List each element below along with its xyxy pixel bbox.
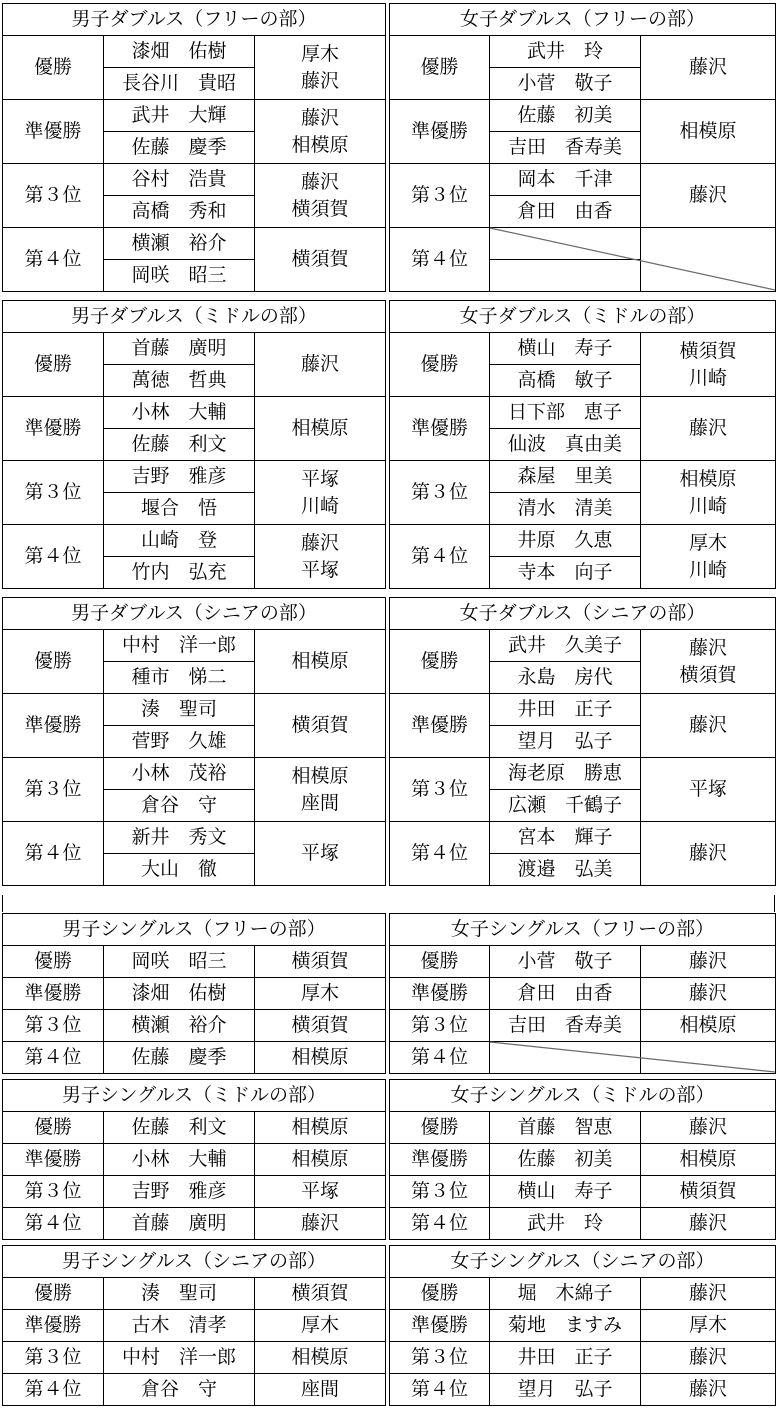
- city-cell: [641, 397, 776, 461]
- rank-cell: 第３位: [390, 1342, 490, 1374]
- result-row: [3, 525, 386, 557]
- city-name: 相模原: [679, 467, 737, 490]
- player-name: 小林 大輔: [104, 397, 255, 429]
- city-name: 川崎: [689, 558, 728, 581]
- result-row: [390, 1342, 776, 1374]
- city-cell: 横須賀: [255, 946, 386, 978]
- results-table: [389, 1245, 776, 1406]
- result-row: [390, 100, 776, 132]
- player-name: 井田 正子: [490, 1342, 641, 1374]
- rank-cell: 第４位: [3, 228, 104, 292]
- player-name: 堀 木綿子: [490, 1278, 641, 1310]
- rank-cell: 準優勝: [390, 100, 490, 164]
- city-cell: 厚木: [255, 978, 386, 1010]
- section-title: 女子シングルス（シニアの部）: [390, 1246, 776, 1278]
- result-row: [390, 1144, 776, 1176]
- rank-cell: 第３位: [390, 461, 490, 525]
- rank-cell: 第３位: [390, 758, 490, 822]
- player-name: 首藤 智恵: [490, 1112, 641, 1144]
- player-name: 広瀬 千鶴子: [490, 790, 641, 822]
- result-row: [3, 1042, 386, 1074]
- result-row: [390, 630, 776, 662]
- player-name: 小林 茂裕: [104, 758, 255, 790]
- city-name: 藤沢: [301, 106, 340, 129]
- city-cell: [641, 525, 776, 589]
- player-name: 井原 久恵: [490, 525, 641, 557]
- player-name: 海老原 勝恵: [490, 758, 641, 790]
- rank-cell: 第４位: [3, 1042, 104, 1074]
- player-name: 萬徳 哲典: [104, 365, 255, 397]
- city-cell: 藤沢: [641, 1112, 776, 1144]
- player-name: 清水 清美: [490, 493, 641, 525]
- player-name: 高橋 敏子: [490, 365, 641, 397]
- city-cell: [255, 822, 386, 886]
- city-name: 相模原: [291, 764, 349, 787]
- result-row: [390, 164, 776, 196]
- city-cell: [255, 525, 386, 589]
- player-name: 高橋 秀和: [104, 196, 255, 228]
- player-name: 小菅 敬子: [490, 68, 641, 100]
- player-name: 佐藤 初美: [490, 1144, 641, 1176]
- city-cell: 藤沢: [641, 978, 776, 1010]
- player-name: 新井 秀文: [104, 822, 255, 854]
- city-name: 藤沢: [689, 56, 728, 78]
- rank-cell: 第３位: [3, 164, 104, 228]
- city-cell: [255, 228, 386, 292]
- result-row: [3, 1374, 386, 1406]
- city-name: 横須賀: [291, 197, 349, 220]
- player-name: 大山 徹: [104, 854, 255, 886]
- city-cell: [641, 694, 776, 758]
- city-cell: 藤沢: [641, 1374, 776, 1406]
- city-cell: [255, 694, 386, 758]
- rank-cell: 第４位: [390, 822, 490, 886]
- rank-cell: 第３位: [3, 1176, 104, 1208]
- result-row: [3, 1342, 386, 1374]
- city-name: 平塚: [301, 842, 340, 864]
- result-row: [390, 525, 776, 557]
- result-row: [390, 822, 776, 854]
- results-table: [2, 597, 386, 886]
- player-name: 長谷川 貴昭: [104, 68, 255, 100]
- panel-wd-middle: [389, 300, 775, 589]
- result-row: [390, 228, 776, 260]
- city-cell: [255, 461, 386, 525]
- panel-ms-senior: [2, 1245, 385, 1406]
- result-row: [390, 1278, 776, 1310]
- city-cell: [255, 100, 386, 164]
- city-cell: 平塚: [255, 1176, 386, 1208]
- city-cell: [641, 461, 776, 525]
- city-cell: 相模原: [255, 1144, 386, 1176]
- city-cell: [641, 758, 776, 822]
- city-name: 相模原: [291, 133, 349, 156]
- player-name: 吉田 香寿美: [490, 1010, 641, 1042]
- rank-cell: 準優勝: [3, 978, 104, 1010]
- section-title: 女子ダブルス（シニアの部）: [390, 598, 776, 630]
- player-name: 堰合 悟: [104, 493, 255, 525]
- result-row: [390, 36, 776, 68]
- city-name: 横須賀: [291, 248, 349, 270]
- rank-cell: 第４位: [390, 525, 490, 589]
- city-cell: [255, 333, 386, 397]
- section-title: 男子ダブルス（シニアの部）: [3, 598, 386, 630]
- panel-ms-free: [2, 913, 385, 1074]
- rank-cell: 優勝: [390, 36, 490, 100]
- player-name: 吉田 香寿美: [490, 132, 641, 164]
- rank-cell: 第３位: [3, 758, 104, 822]
- player-name: 岡本 千津: [490, 164, 641, 196]
- result-row: [390, 1042, 776, 1074]
- city-name: 平塚: [301, 467, 340, 490]
- result-row: [3, 1112, 386, 1144]
- section-header-row: [3, 1080, 386, 1112]
- results-table: [2, 1245, 386, 1406]
- panel-ws-senior: [389, 1245, 775, 1406]
- city-name: 藤沢: [689, 714, 728, 736]
- section-header-row: [390, 4, 776, 36]
- player-name: [490, 1042, 641, 1074]
- city-name: 座間: [301, 791, 340, 814]
- results-table: [389, 3, 776, 292]
- city-name: 川崎: [301, 494, 340, 517]
- city-cell: [641, 36, 776, 100]
- results-table: [2, 1079, 386, 1240]
- results-table: [2, 300, 386, 589]
- player-name: 横瀬 裕介: [104, 228, 255, 260]
- result-row: [390, 1112, 776, 1144]
- result-row: [3, 1010, 386, 1042]
- panel-md-senior: [2, 597, 385, 886]
- player-name: 湊 聖司: [104, 694, 255, 726]
- section-header-row: [3, 301, 386, 333]
- rank-cell: 第３位: [3, 1010, 104, 1042]
- player-name: 横瀬 裕介: [104, 1010, 255, 1042]
- city-cell: [641, 333, 776, 397]
- rank-cell: 第４位: [390, 228, 490, 292]
- result-row: [390, 1310, 776, 1342]
- city-cell: 横須賀: [255, 1010, 386, 1042]
- city-cell: [641, 822, 776, 886]
- rank-cell: 第３位: [3, 461, 104, 525]
- player-name: 武井 玲: [490, 1208, 641, 1240]
- panel-wd-senior: [389, 597, 775, 886]
- rank-cell: 準優勝: [390, 1144, 490, 1176]
- player-name: 竹内 弘充: [104, 557, 255, 589]
- city-name: 川崎: [689, 494, 728, 517]
- player-name: 倉谷 守: [104, 790, 255, 822]
- city-name: 藤沢: [689, 184, 728, 206]
- result-row: [390, 1010, 776, 1042]
- section-header-row: [3, 914, 386, 946]
- rank-cell: 第４位: [390, 1042, 490, 1074]
- panel-ws-free: [389, 913, 775, 1074]
- section-header-row: [390, 914, 776, 946]
- player-name: 中村 洋一郎: [104, 1342, 255, 1374]
- player-name: 種市 悌二: [104, 662, 255, 694]
- result-row: [3, 100, 386, 132]
- rank-cell: 優勝: [3, 946, 104, 978]
- player-name: 武井 久美子: [490, 630, 641, 662]
- section-title: 女子シングルス（フリーの部）: [390, 914, 776, 946]
- player-name: 湊 聖司: [104, 1278, 255, 1310]
- city-cell: [641, 630, 776, 694]
- section-title: 男子シングルス（シニアの部）: [3, 1246, 386, 1278]
- panel-md-free: [2, 3, 385, 292]
- section-spacer: [2, 895, 775, 912]
- results-table: [389, 1079, 776, 1240]
- player-name: 吉野 雅彦: [104, 461, 255, 493]
- results-table: [389, 913, 776, 1074]
- player-name: 武井 大輝: [104, 100, 255, 132]
- panel-md-middle: [2, 300, 385, 589]
- player-name: 横山 寿子: [490, 1176, 641, 1208]
- rank-cell: 優勝: [3, 333, 104, 397]
- rank-cell: 準優勝: [3, 397, 104, 461]
- player-name: 小菅 敬子: [490, 946, 641, 978]
- player-name: 佐藤 慶季: [104, 1042, 255, 1074]
- city-cell: 横須賀: [255, 1278, 386, 1310]
- city-cell: [641, 164, 776, 228]
- rank-cell: 準優勝: [3, 694, 104, 758]
- rank-cell: 準優勝: [3, 100, 104, 164]
- player-name: 佐藤 利文: [104, 1112, 255, 1144]
- section-title: 女子ダブルス（ミドルの部）: [390, 301, 776, 333]
- player-name: 吉野 雅彦: [104, 1176, 255, 1208]
- city-cell: [255, 36, 386, 100]
- player-name: 首藤 廣明: [104, 1208, 255, 1240]
- city-cell: [641, 228, 776, 292]
- rank-cell: 優勝: [3, 36, 104, 100]
- result-row: [3, 978, 386, 1010]
- player-name: 菅野 久雄: [104, 726, 255, 758]
- result-row: [3, 1176, 386, 1208]
- city-cell: 相模原: [255, 1342, 386, 1374]
- section-header-row: [3, 598, 386, 630]
- player-name: 谷村 浩貴: [104, 164, 255, 196]
- section-title: 男子ダブルス（ミドルの部）: [3, 301, 386, 333]
- player-name: 井田 正子: [490, 694, 641, 726]
- rank-cell: 準優勝: [390, 694, 490, 758]
- rank-cell: 準優勝: [3, 1144, 104, 1176]
- city-cell: 横須賀: [641, 1176, 776, 1208]
- result-row: [3, 333, 386, 365]
- results-table: [389, 300, 776, 589]
- rank-cell: 優勝: [390, 333, 490, 397]
- result-row: [3, 397, 386, 429]
- panel-ws-middle: [389, 1079, 775, 1240]
- city-cell: [255, 630, 386, 694]
- panel-wd-free: [389, 3, 775, 292]
- rank-cell: 優勝: [390, 1278, 490, 1310]
- result-row: [3, 1144, 386, 1176]
- city-cell: 藤沢: [641, 1278, 776, 1310]
- result-row: [3, 822, 386, 854]
- city-name: 藤沢: [301, 170, 340, 193]
- result-row: [390, 461, 776, 493]
- section-title: 女子シングルス（ミドルの部）: [390, 1080, 776, 1112]
- player-name: 漆畑 佑樹: [104, 36, 255, 68]
- result-row: [3, 1208, 386, 1240]
- results-table: [389, 597, 776, 886]
- result-row: [3, 630, 386, 662]
- city-cell: [255, 397, 386, 461]
- player-name: 武井 玲: [490, 36, 641, 68]
- player-name: 横山 寿子: [490, 333, 641, 365]
- section-title: 男子ダブルス（フリーの部）: [3, 4, 386, 36]
- city-name: 平塚: [689, 778, 728, 800]
- city-cell: 藤沢: [641, 1208, 776, 1240]
- player-name: 小林 大輔: [104, 1144, 255, 1176]
- city-name: 相模原: [291, 417, 349, 439]
- city-name: 藤沢: [301, 531, 340, 554]
- player-name: 森屋 里美: [490, 461, 641, 493]
- city-name: 藤沢: [689, 842, 728, 864]
- result-row: [390, 758, 776, 790]
- rank-cell: 準優勝: [390, 978, 490, 1010]
- rank-cell: 第４位: [390, 1374, 490, 1406]
- player-name: 倉田 由香: [490, 196, 641, 228]
- player-name: 望月 弘子: [490, 726, 641, 758]
- city-cell: 相模原: [255, 1042, 386, 1074]
- rank-cell: 準優勝: [390, 1310, 490, 1342]
- city-cell: [641, 1042, 776, 1074]
- player-name: 仙波 真由美: [490, 429, 641, 461]
- rank-cell: 第３位: [390, 164, 490, 228]
- section-header-row: [3, 4, 386, 36]
- result-row: [390, 1176, 776, 1208]
- rank-cell: 第４位: [390, 1208, 490, 1240]
- player-name: 佐藤 初美: [490, 100, 641, 132]
- section-title: 男子シングルス（ミドルの部）: [3, 1080, 386, 1112]
- city-name: 平塚: [301, 558, 340, 581]
- results-table: [2, 913, 386, 1074]
- section-header-row: [390, 598, 776, 630]
- result-row: [3, 946, 386, 978]
- result-row: [3, 228, 386, 260]
- player-name: 渡邉 弘美: [490, 854, 641, 886]
- player-name: 寺本 向子: [490, 557, 641, 589]
- rank-cell: 優勝: [3, 1112, 104, 1144]
- rank-cell: 第４位: [3, 1208, 104, 1240]
- rank-cell: 準優勝: [3, 1310, 104, 1342]
- city-cell: 厚木: [255, 1310, 386, 1342]
- player-name: 岡咲 昭三: [104, 946, 255, 978]
- city-cell: 相模原: [641, 1144, 776, 1176]
- result-row: [3, 461, 386, 493]
- city-name: 藤沢: [689, 417, 728, 439]
- rank-cell: 優勝: [390, 946, 490, 978]
- section-title: 男子シングルス（フリーの部）: [3, 914, 386, 946]
- player-name: 佐藤 慶季: [104, 132, 255, 164]
- player-name: 漆畑 佑樹: [104, 978, 255, 1010]
- player-name: 望月 弘子: [490, 1374, 641, 1406]
- city-name: 藤沢: [689, 636, 728, 659]
- player-name: 日下部 恵子: [490, 397, 641, 429]
- city-name: 相模原: [291, 650, 349, 672]
- result-row: [3, 164, 386, 196]
- result-row: [390, 333, 776, 365]
- player-name: [490, 228, 641, 260]
- result-row: [390, 694, 776, 726]
- section-header-row: [390, 1246, 776, 1278]
- section-header-row: [390, 301, 776, 333]
- city-name: 相模原: [679, 120, 737, 142]
- result-row: [3, 36, 386, 68]
- player-name: 佐藤 利文: [104, 429, 255, 461]
- player-name: 永島 房代: [490, 662, 641, 694]
- city-cell: [641, 100, 776, 164]
- city-name: 厚木: [301, 42, 340, 65]
- player-name: 宮本 輝子: [490, 822, 641, 854]
- city-cell: 藤沢: [641, 946, 776, 978]
- section-header-row: [3, 1246, 386, 1278]
- city-cell: 厚木: [641, 1310, 776, 1342]
- player-name: 倉田 由香: [490, 978, 641, 1010]
- city-name: 横須賀: [679, 339, 737, 362]
- panel-ms-middle: [2, 1079, 385, 1240]
- city-name: 厚木: [689, 531, 728, 554]
- city-cell: 相模原: [641, 1010, 776, 1042]
- city-name: 藤沢: [301, 69, 340, 92]
- city-cell: [255, 758, 386, 822]
- city-name: 川崎: [689, 366, 728, 389]
- result-row: [390, 946, 776, 978]
- rank-cell: 優勝: [3, 1278, 104, 1310]
- result-row: [3, 1278, 386, 1310]
- rank-cell: 優勝: [390, 630, 490, 694]
- player-name: 山崎 登: [104, 525, 255, 557]
- result-row: [390, 1374, 776, 1406]
- rank-cell: 優勝: [390, 1112, 490, 1144]
- player-name: 中村 洋一郎: [104, 630, 255, 662]
- rank-cell: 準優勝: [390, 397, 490, 461]
- result-row: [390, 397, 776, 429]
- city-cell: 座間: [255, 1374, 386, 1406]
- result-row: [390, 1208, 776, 1240]
- rank-cell: 優勝: [3, 630, 104, 694]
- section-header-row: [390, 1080, 776, 1112]
- rank-cell: 第４位: [3, 525, 104, 589]
- result-row: [3, 1310, 386, 1342]
- rank-cell: 第４位: [3, 822, 104, 886]
- city-cell: [255, 164, 386, 228]
- player-name: 菊地 ますみ: [490, 1310, 641, 1342]
- city-name: 藤沢: [301, 353, 340, 375]
- city-cell: 相模原: [255, 1112, 386, 1144]
- city-cell: 藤沢: [641, 1342, 776, 1374]
- section-title: 女子ダブルス（フリーの部）: [390, 4, 776, 36]
- player-name: 倉谷 守: [104, 1374, 255, 1406]
- player-name: 古木 清孝: [104, 1310, 255, 1342]
- player-name: 岡咲 昭三: [104, 260, 255, 292]
- rank-cell: 第３位: [390, 1176, 490, 1208]
- city-name: 横須賀: [679, 663, 737, 686]
- result-row: [390, 978, 776, 1010]
- results-table: [2, 3, 386, 292]
- city-name: 横須賀: [291, 714, 349, 736]
- rank-cell: 第３位: [390, 1010, 490, 1042]
- rank-cell: 第４位: [3, 1374, 104, 1406]
- city-cell: 藤沢: [255, 1208, 386, 1240]
- result-row: [3, 694, 386, 726]
- result-row: [3, 758, 386, 790]
- rank-cell: 第３位: [3, 1342, 104, 1374]
- player-name: 首藤 廣明: [104, 333, 255, 365]
- player-name: [490, 260, 641, 292]
